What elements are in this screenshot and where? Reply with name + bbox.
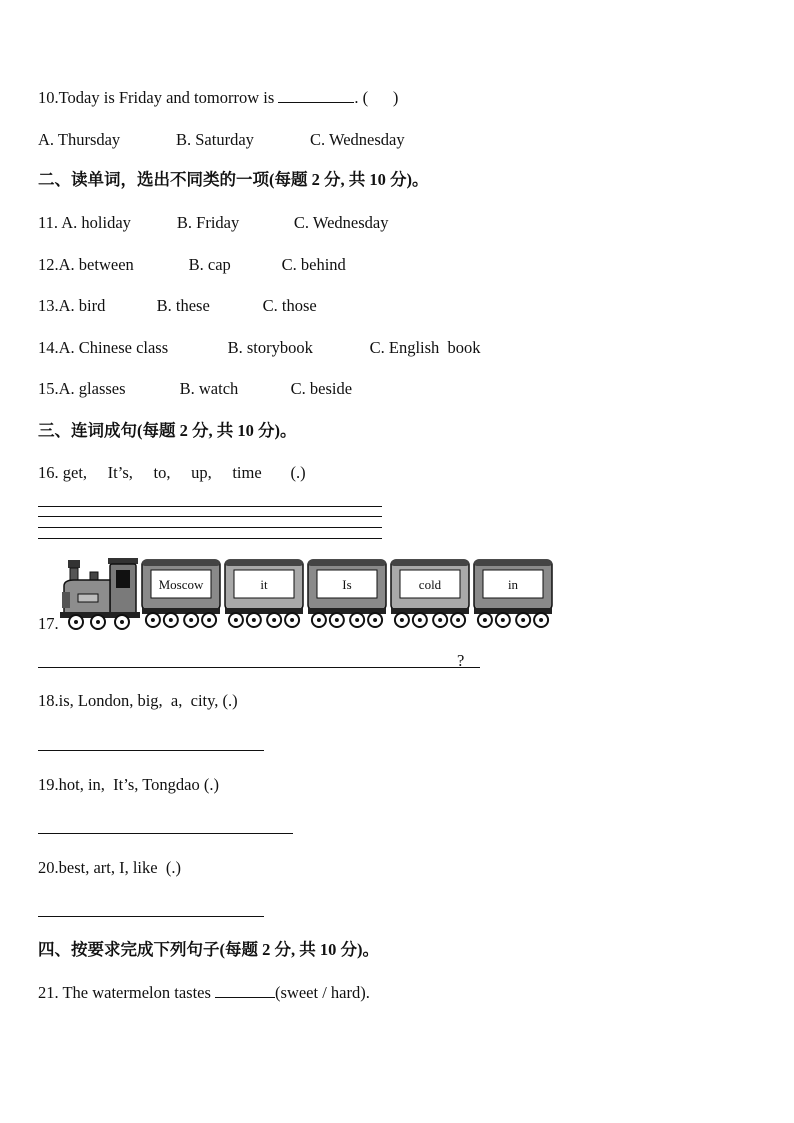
answer-line[interactable]: [38, 516, 382, 517]
question-10: [38, 88, 398, 108]
option-b[interactable]: B. Saturday: [176, 130, 254, 149]
train-wheel-hub: [272, 618, 276, 622]
train-cars: [142, 560, 552, 627]
train-wheel-hub: [234, 618, 238, 622]
train-wheel-hub: [400, 618, 404, 622]
train-car: [142, 560, 220, 627]
train-wheel-hub: [169, 618, 173, 622]
answer-line[interactable]: [38, 506, 382, 507]
option-b[interactable]: B. watch: [179, 379, 239, 398]
train-wheel-hub: [373, 618, 377, 622]
train-car-word: in: [507, 577, 519, 592]
train-wheel-hub: [483, 618, 487, 622]
question-21: [38, 983, 370, 1003]
train-car: [308, 560, 386, 627]
answer-line[interactable]: [38, 667, 480, 668]
question-12: [38, 255, 346, 275]
train-car-word: Moscow: [158, 577, 204, 592]
train-wheel-hub: [501, 618, 505, 622]
answer-blank[interactable]: [278, 88, 354, 103]
answer-line[interactable]: [38, 916, 264, 917]
question-14: [38, 338, 481, 358]
train-car-word: cold: [418, 577, 442, 592]
answer-line[interactable]: [38, 527, 382, 528]
question-16: 16. get, It’s, to, up, time (.): [38, 463, 306, 482]
option-a[interactable]: . A. holiday: [53, 213, 131, 232]
option-a[interactable]: A. Thursday: [38, 130, 121, 149]
option-c[interactable]: C. Wednesday: [310, 130, 405, 149]
question-10-stem: 10.Today is Friday and tomorrow is: [38, 88, 279, 107]
train-car-roof: [142, 560, 220, 566]
section-4-heading: 四、按要求完成下列句子(每题 2 分, 共 10 分)。: [38, 940, 379, 959]
train-car-roof: [474, 560, 552, 566]
train-wheel-hub: [418, 618, 422, 622]
question-18: 18.is, London, big, a, city, (.): [38, 691, 238, 710]
answer-line[interactable]: [38, 538, 382, 539]
train-car-roof: [391, 560, 469, 566]
question-13: [38, 296, 317, 316]
train-wheel-hub: [290, 618, 294, 622]
section-3-heading: 三、连词成句(每题 2 分, 共 10 分)。: [38, 421, 297, 440]
section-2-heading: 二、读单词，选出不同类的一项(每题 2 分, 共 10 分)。: [38, 170, 429, 189]
answer-line[interactable]: [38, 833, 293, 834]
question-15: [38, 379, 352, 399]
option-b[interactable]: B. storybook: [227, 338, 313, 357]
train-wheel-hub: [355, 618, 359, 622]
train-wheel-hub: [438, 618, 442, 622]
option-a[interactable]: A. between: [58, 255, 134, 274]
question-20: 20.best, art, I, like (.): [38, 858, 181, 877]
answer-line[interactable]: [38, 750, 264, 751]
question-number: 11: [38, 213, 54, 232]
train-car-word: it: [260, 577, 268, 592]
option-c[interactable]: C. those: [262, 296, 317, 315]
train-car: [225, 560, 303, 627]
question-number: 13.: [38, 296, 59, 315]
train-wheel-hub: [521, 618, 525, 622]
question-11: [38, 213, 389, 233]
train-car-word: Is: [342, 577, 352, 592]
train-wheel-hub: [252, 618, 256, 622]
option-b[interactable]: B. Friday: [176, 213, 240, 232]
train-wheel-hub: [189, 618, 193, 622]
question-mark: ?: [457, 651, 465, 670]
train-illustration: [60, 556, 560, 636]
question-number: 17.: [38, 614, 59, 633]
question-number: 12.: [38, 255, 59, 274]
train-wheel-hub: [456, 618, 460, 622]
train-car-roof: [308, 560, 386, 566]
answer-blank[interactable]: [215, 983, 275, 998]
question-21-stem: 21. The watermelon tastes: [38, 983, 216, 1002]
question-19: 19.hot, in, It’s, Tongdao (.): [38, 775, 219, 794]
question-10-bracket: . ( ): [354, 88, 399, 107]
option-a[interactable]: A. Chinese class: [58, 338, 169, 357]
train-wheel-hub: [539, 618, 543, 622]
question-number: 14.: [38, 338, 59, 357]
locomotive-icon: [60, 558, 140, 629]
question-10-options: [38, 130, 405, 150]
option-a[interactable]: A. glasses: [58, 379, 126, 398]
train-wheel-hub: [151, 618, 155, 622]
train-car: [391, 560, 469, 627]
option-c[interactable]: C. English book: [369, 338, 481, 357]
option-b[interactable]: B. cap: [188, 255, 231, 274]
train-wheel-hub: [317, 618, 321, 622]
train-wheel-hub: [207, 618, 211, 622]
option-b[interactable]: B. these: [156, 296, 210, 315]
option-c[interactable]: C. beside: [290, 379, 353, 398]
option-a[interactable]: A. bird: [58, 296, 106, 315]
option-c[interactable]: C. behind: [281, 255, 346, 274]
train-car: [474, 560, 552, 627]
question-number: 15.: [38, 379, 59, 398]
train-wheel-hub: [335, 618, 339, 622]
question-21-hint: (sweet / hard).: [275, 983, 370, 1002]
option-c[interactable]: C. Wednesday: [293, 213, 389, 232]
train-car-roof: [225, 560, 303, 566]
